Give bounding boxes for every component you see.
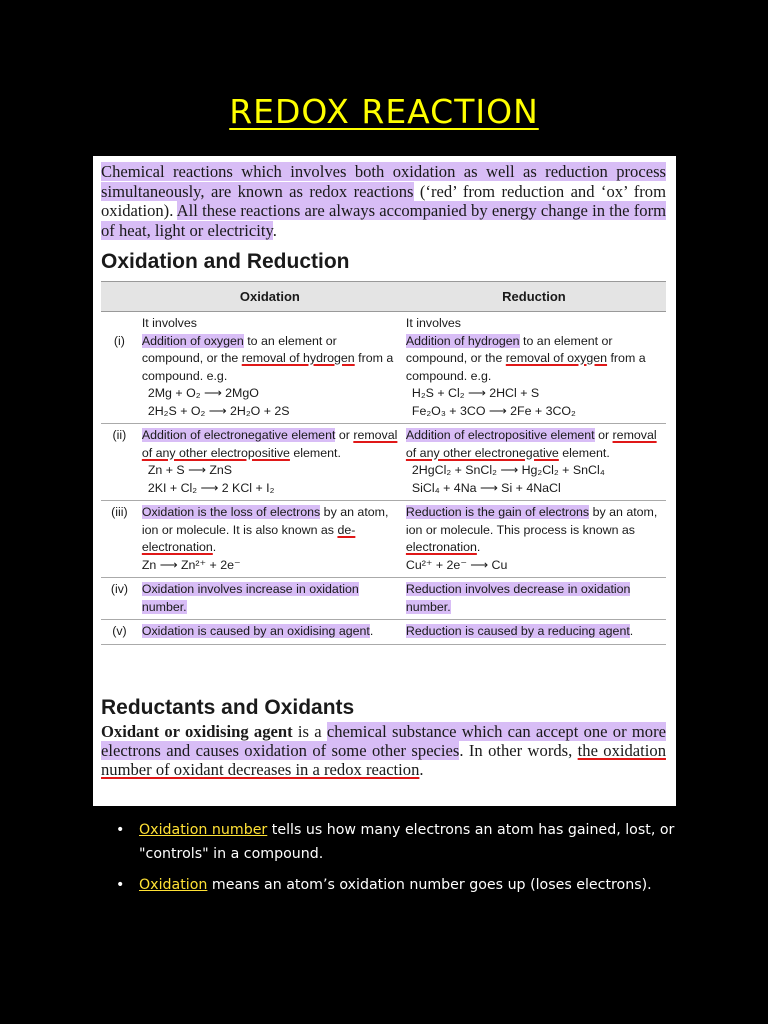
equation: Zn + S ⟶ ZnS <box>147 463 233 477</box>
equation: 2H₂S + O₂ ⟶ 2H₂O + 2S <box>147 403 290 418</box>
textbook-excerpt <box>93 156 676 806</box>
equation: Fe₂O₃ + 3CO ⟶ 2Fe + 3CO₂ <box>411 403 576 418</box>
equation: 2KI + Cl₂ ⟶ 2 KCl + I₂ <box>147 480 275 495</box>
table-row: (iii) Oxidation is the loss of electrons by an atom, ion or molecule. It is also known as de-electronation. Zn ⟶ Zn²⁺ + 2e⁻ Reduction is the gain of electrons by an atom, ion or molecule. This process is known as electronation. Cu²⁺ + 2e⁻ ⟶ Cu <box>101 501 666 578</box>
list-item: • Oxidation means an atom’s oxidation number goes up (loses electrons). <box>113 873 713 897</box>
table-row: (v) Oxidation is caused by an oxidising agent. Reduction is caused by a reducing agent. <box>101 620 666 645</box>
equation: 2Mg + O₂ ⟶ 2MgO <box>147 386 259 400</box>
equation: 2HgCl₂ + SnCl₂ ⟶ Hg₂Cl₂ + SnCl₄ <box>411 463 605 477</box>
oxidant-definition: Oxidant or oxidising agent is a chemical substance which can accept one or more electrons and causes oxidation of some other species. In other words, the oxidation number of oxidant decreases in a redox reaction. <box>101 722 666 779</box>
page-title: REDOX REACTION <box>229 92 539 131</box>
equation: H₂S + Cl₂ ⟶ 2HCl + S <box>411 386 540 400</box>
equation: Zn ⟶ Zn²⁺ + 2e⁻ <box>141 557 241 572</box>
equation: SiCl₄ + 4Na ⟶ Si + 4NaCl <box>411 480 561 495</box>
table-row: (ii) Addition of electronegative element or removal of any other electropositive element. Zn + S ⟶ ZnS 2KI + Cl₂ ⟶ 2 KCl + I₂ Addition of electropositive element or removal of any other electronegative element. 2HgCl₂ + SnCl₂ ⟶ Hg₂Cl₂ + SnCl₄ SiCl₄ + 4Na ⟶ Si + 4NaCl <box>101 424 666 501</box>
notes-list <box>113 818 713 904</box>
header-oxidation: Oxidation <box>138 282 402 312</box>
list-item: • Oxidation number tells us how many electrons an atom has gained, lost, or "controls" in a compound. <box>113 818 713 866</box>
heading-reductants-oxidants: Reductants and Oxidants <box>101 696 355 719</box>
bullet-icon: • <box>116 877 125 893</box>
heading-oxidation-reduction: Oxidation and Reduction <box>101 250 350 273</box>
table-row: (iv) Oxidation involves increase in oxidation number. Reduction involves decrease in oxidation number. <box>101 578 666 620</box>
bullet-icon: • <box>116 822 125 838</box>
table-row: (i) It involves Addition of oxygen to an element or compound, or the removal of hydrogen from a compound. e.g. 2Mg + O₂ ⟶ 2MgO 2H₂S + O₂ ⟶ 2H₂O + 2S It involves Addition of hydrogen to an element or compound, or the removal of oxygen from a compound. e.g. H₂S + Cl₂ ⟶ 2HCl + S Fe₂O₃ + 3CO ⟶ 2Fe + 3CO₂ <box>101 312 666 424</box>
table-header-row <box>101 282 666 312</box>
intro-paragraph: Chemical reactions which involves both oxidation as well as reduction process simultaneously, are known as redox reactions (‘red’ from reduction and ‘ox’ from oxidation). All these reactions are always accompanied by energy change in the form of heat, light or electricity. <box>101 162 666 240</box>
equation: Cu²⁺ + 2e⁻ ⟶ Cu <box>405 557 508 572</box>
header-reduction: Reduction <box>402 282 666 312</box>
oxidation-reduction-table <box>101 281 666 645</box>
